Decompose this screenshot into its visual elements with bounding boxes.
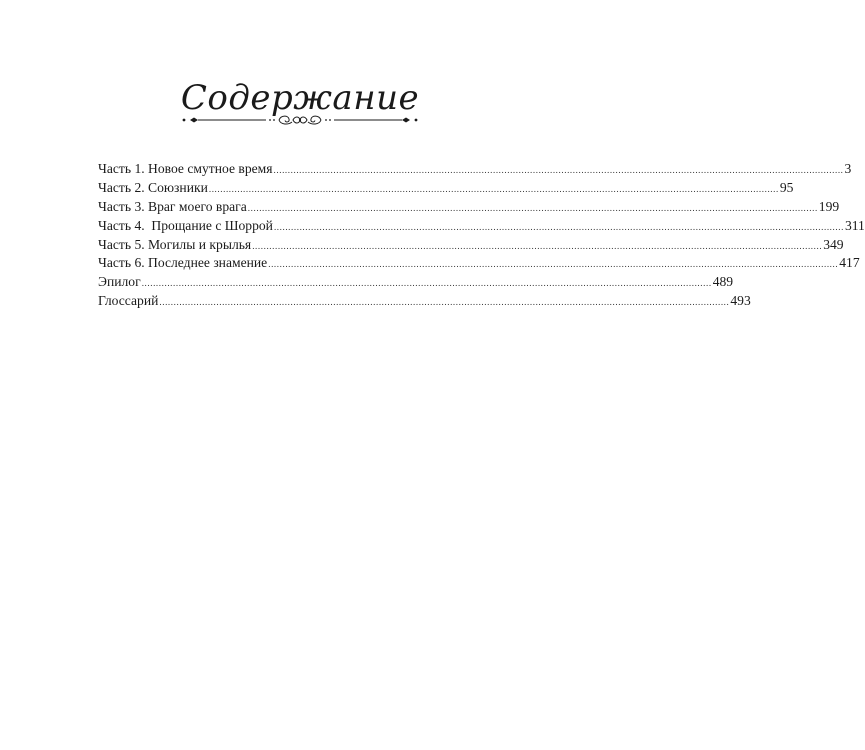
page-title: Содержание bbox=[180, 78, 420, 118]
toc-entry-label: Часть 5. Могилы и крылья bbox=[98, 236, 252, 252]
toc-entry-label: Часть 6. Последнее знамение bbox=[98, 255, 268, 271]
toc-dot-leader: ........................................................................................................................................................................................................ bbox=[247, 202, 818, 213]
toc-entry-label: Эпилог bbox=[98, 274, 141, 290]
toc-entry[interactable] bbox=[98, 292, 751, 311]
toc-dot-leader: ........................................................................................................................................................................................................ bbox=[159, 297, 730, 308]
toc-entry-page: 493 bbox=[730, 293, 751, 309]
toc-entry-page: 349 bbox=[823, 236, 844, 252]
toc-entry-label: Часть 4. Прощание с Шоррой bbox=[98, 217, 273, 233]
toc-entry[interactable] bbox=[98, 179, 794, 198]
toc-entry-page: 199 bbox=[818, 198, 840, 214]
flourish-divider-icon bbox=[180, 112, 420, 128]
toc-dot-leader: ........................................................................................................................................................................................................ bbox=[273, 221, 844, 232]
table-of-contents bbox=[98, 160, 865, 311]
toc-entry-label: Часть 1. Новое смутное время bbox=[98, 161, 273, 176]
toc-entry[interactable] bbox=[98, 217, 865, 236]
toc-entry-label: Глоссарий bbox=[98, 293, 159, 309]
toc-dot-leader: ........................................................................................................................................................................................................ bbox=[141, 278, 712, 289]
toc-entry-label: Часть 3. Враг моего врага bbox=[98, 198, 247, 214]
toc-entry[interactable] bbox=[98, 254, 860, 273]
toc-entry-page: 311 bbox=[844, 217, 865, 233]
toc-dot-leader: ........................................................................................................................................................................................................ bbox=[273, 165, 844, 175]
toc-entry[interactable] bbox=[98, 160, 852, 179]
toc-entry[interactable] bbox=[98, 273, 734, 292]
toc-entry-page: 95 bbox=[779, 179, 794, 195]
toc-dot-leader: ........................................................................................................................................................................................................ bbox=[268, 259, 839, 270]
toc-entry-label: Часть 2. Союзники bbox=[98, 179, 208, 195]
toc-dot-leader: ........................................................................................................................................................................................................ bbox=[208, 183, 779, 194]
toc-entry-page: 489 bbox=[712, 274, 734, 290]
toc-entry[interactable] bbox=[98, 198, 840, 217]
toc-entry-page: 3 bbox=[844, 161, 852, 176]
toc-entry[interactable] bbox=[98, 236, 844, 255]
toc-dot-leader: ........................................................................................................................................................................................................ bbox=[252, 240, 823, 251]
toc-entry-page: 417 bbox=[839, 255, 860, 271]
